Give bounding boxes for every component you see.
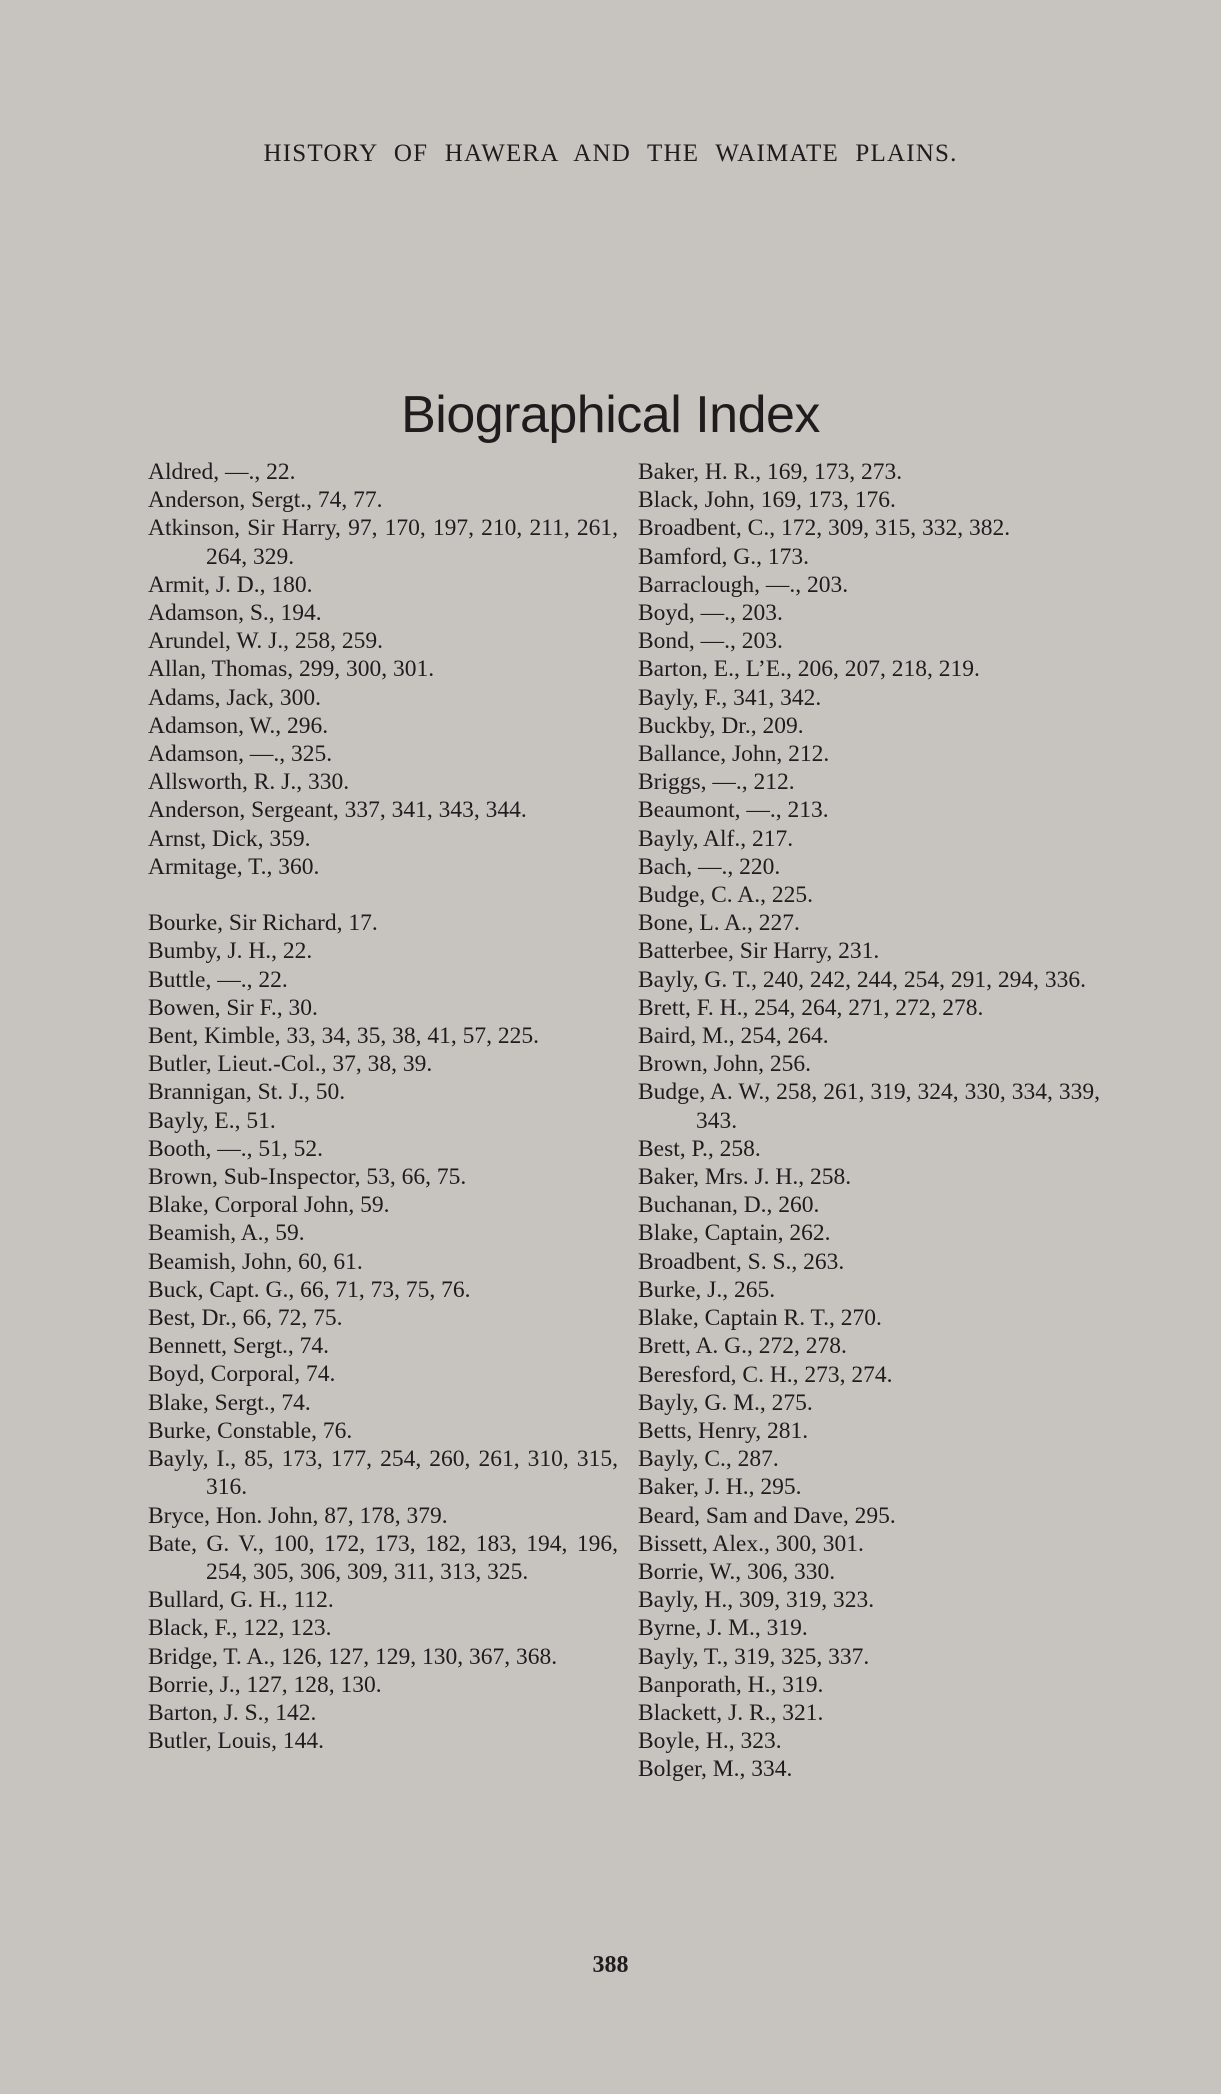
index-entry: Burke, Constable, 76. [148,1417,353,1444]
index-entry: Bolger, M., 334. [638,1756,793,1783]
index-entry: Booth, —., 51, 52. [148,1135,323,1162]
index-entry: Brett, A. G., 272, 278. [638,1333,847,1360]
index-entry: Adamson, —., 325. [148,741,333,768]
index-entry: Adamson, S., 194. [148,600,322,627]
index-entry: Bridge, T. A., 126, 127, 129, 130, 367, 368. [148,1643,558,1670]
index-entry: Adamson, W., 296. [148,712,329,739]
index-entry: Boyd, Corporal, 74. [148,1361,336,1388]
index-entry: Bayly, T., 319, 325, 337. [638,1643,870,1670]
index-entry: Blackett, J. R., 321. [638,1699,824,1726]
index-entry: Bissett, Alex., 300, 301. [638,1530,864,1557]
index-entry: Budge, C. A., 225. [638,882,813,909]
index-entry: Allan, Thomas, 299, 300, 301. [148,656,435,683]
section-gap [148,881,618,909]
index-entry: Budge, A. W., 258, 261, 319, 324, 330, 334, 339, 343. [638,1079,1100,1134]
index-entry: Blake, Sergt., 74. [148,1389,311,1416]
index-entry: Bate, G. V., 100, 172, 173, 182, 183, 194, 196, 254, 305, 306, 309, 311, 313, 325. [148,1530,618,1585]
index-entry: Brown, John, 256. [638,1051,811,1078]
page-number: 388 [592,1952,629,1978]
index-entry: Bourke, Sir Richard, 17. [148,910,378,937]
index-entry: Arundel, W. J., 258, 259. [148,628,383,655]
index-entry: Burke, J., 265. [638,1276,776,1303]
index-entry: Bumby, J. H., 22. [148,938,313,965]
index-entry: Bryce, Hon. John, 87, 178, 379. [148,1502,448,1529]
index-entry: Blake, Captain R. T., 270. [638,1305,882,1332]
index-entry: Bowen, Sir F., 30. [148,994,318,1021]
index-entry: Bayly, E., 51. [148,1107,276,1134]
index-entry: Butler, Louis, 144. [148,1728,324,1755]
index-entry: Barton, E., L’E., 206, 207, 218, 219. [638,656,980,683]
index-entry: Baker, J. H., 295. [638,1474,802,1501]
index-entry: Betts, Henry, 281. [638,1417,809,1444]
index-entry: Brett, F. H., 254, 264, 271, 272, 278. [638,994,984,1021]
index-entry: Bamford, G., 173. [638,543,810,570]
index-column-left [148,458,618,1755]
index-entry: Arnst, Dick, 359. [148,825,311,852]
index-entry: Bayly, I., 85, 173, 177, 254, 260, 261, 310, 315, 316. [148,1446,618,1501]
index-entry: Bayly, G. T., 240, 242, 244, 254, 291, 294, 336. [638,966,1087,993]
index-entry: Aldred, —., 22. [148,459,296,485]
index-entry: Boyd, —., 203. [638,600,783,627]
index-entry: Barraclough, —., 203. [638,571,849,598]
index-entry: Bayly, Alf., 217. [638,825,794,852]
index-entry: Beamish, A., 59. [148,1220,305,1247]
running-head: HISTORY OF HAWERA AND THE WAIMATE PLAINS. [263,140,958,167]
index-entry: Buck, Capt. G., 66, 71, 73, 75, 76. [148,1276,471,1303]
index-entry: Atkinson, Sir Harry, 97, 170, 197, 210, 211, 261, 264, 329. [148,515,618,570]
index-entry: Bone, L. A., 227. [638,910,800,937]
index-entry: Baird, M., 254, 264. [638,1023,829,1050]
index-entry: Adams, Jack, 300. [148,684,321,711]
index-entry: Baker, H. R., 169, 173, 273. [638,459,903,485]
index-column-right [638,458,1100,1784]
index-entry: Bach, —., 220. [638,853,781,880]
index-entry: Buchanan, D., 260. [638,1192,820,1219]
index-entry: Bayly, F., 341, 342. [638,684,822,711]
index-entry: Bent, Kimble, 33, 34, 35, 38, 41, 57, 225. [148,1023,539,1050]
index-entry: Bayly, C., 287. [638,1446,779,1473]
index-entry: Batterbee, Sir Harry, 231. [638,938,880,965]
index-entry: Black, John, 169, 173, 176. [638,487,896,514]
index-entry: Black, F., 122, 123. [148,1615,332,1642]
index-entry: Borrie, J., 127, 128, 130. [148,1671,382,1698]
index-entry: Broadbent, S. S., 263. [638,1248,845,1275]
index-entry: Briggs, —., 212. [638,769,795,796]
index-entry: Banporath, H., 319. [638,1671,824,1698]
index-entry: Beresford, C. H., 273, 274. [638,1361,893,1388]
index-entry: Armitage, T., 360. [148,853,320,880]
index-entry: Blake, Captain, 262. [638,1220,831,1247]
index-entry: Bayly, H., 309, 319, 323. [638,1587,875,1614]
index-entry: Ballance, John, 212. [638,741,830,768]
index-entry: Brown, Sub-Inspector, 53, 66, 75. [148,1164,467,1191]
index-entry: Beaumont, —., 213. [638,797,829,824]
index-entry: Armit, J. D., 180. [148,571,313,598]
index-entry: Barton, J. S., 142. [148,1699,317,1726]
index-entry: Allsworth, R. J., 330. [148,769,350,796]
index-entry: Beamish, John, 60, 61. [148,1248,363,1275]
index-entry: Best, Dr., 66, 72, 75. [148,1305,343,1332]
index-entry: Buttle, —., 22. [148,966,288,993]
index-entry: Beard, Sam and Dave, 295. [638,1502,896,1529]
index-entry: Borrie, W., 306, 330. [638,1558,836,1585]
index-entry: Buckby, Dr., 209. [638,712,804,739]
index-entry: Best, P., 258. [638,1135,761,1162]
index-entry: Anderson, Sergeant, 337, 341, 343, 344. [148,797,527,824]
index-entry: Brannigan, St. J., 50. [148,1079,346,1106]
index-entry: Byrne, J. M., 319. [638,1615,808,1642]
index-entry: Baker, Mrs. J. H., 258. [638,1164,852,1191]
index-entry: Blake, Corporal John, 59. [148,1192,390,1219]
index-entry: Broadbent, C., 172, 309, 315, 332, 382. [638,515,1011,542]
index-entry: Butler, Lieut.-Col., 37, 38, 39. [148,1051,433,1078]
page-title: Biographical Index [401,385,820,444]
index-entry: Boyle, H., 323. [638,1728,782,1755]
index-entry: Anderson, Sergt., 74, 77. [148,487,383,514]
index-entry: Bennett, Sergt., 74. [148,1333,330,1360]
index-entry: Bayly, G. M., 275. [638,1389,813,1416]
index-entry: Bond, —., 203. [638,628,783,655]
index-entry: Bullard, G. H., 112. [148,1587,334,1614]
